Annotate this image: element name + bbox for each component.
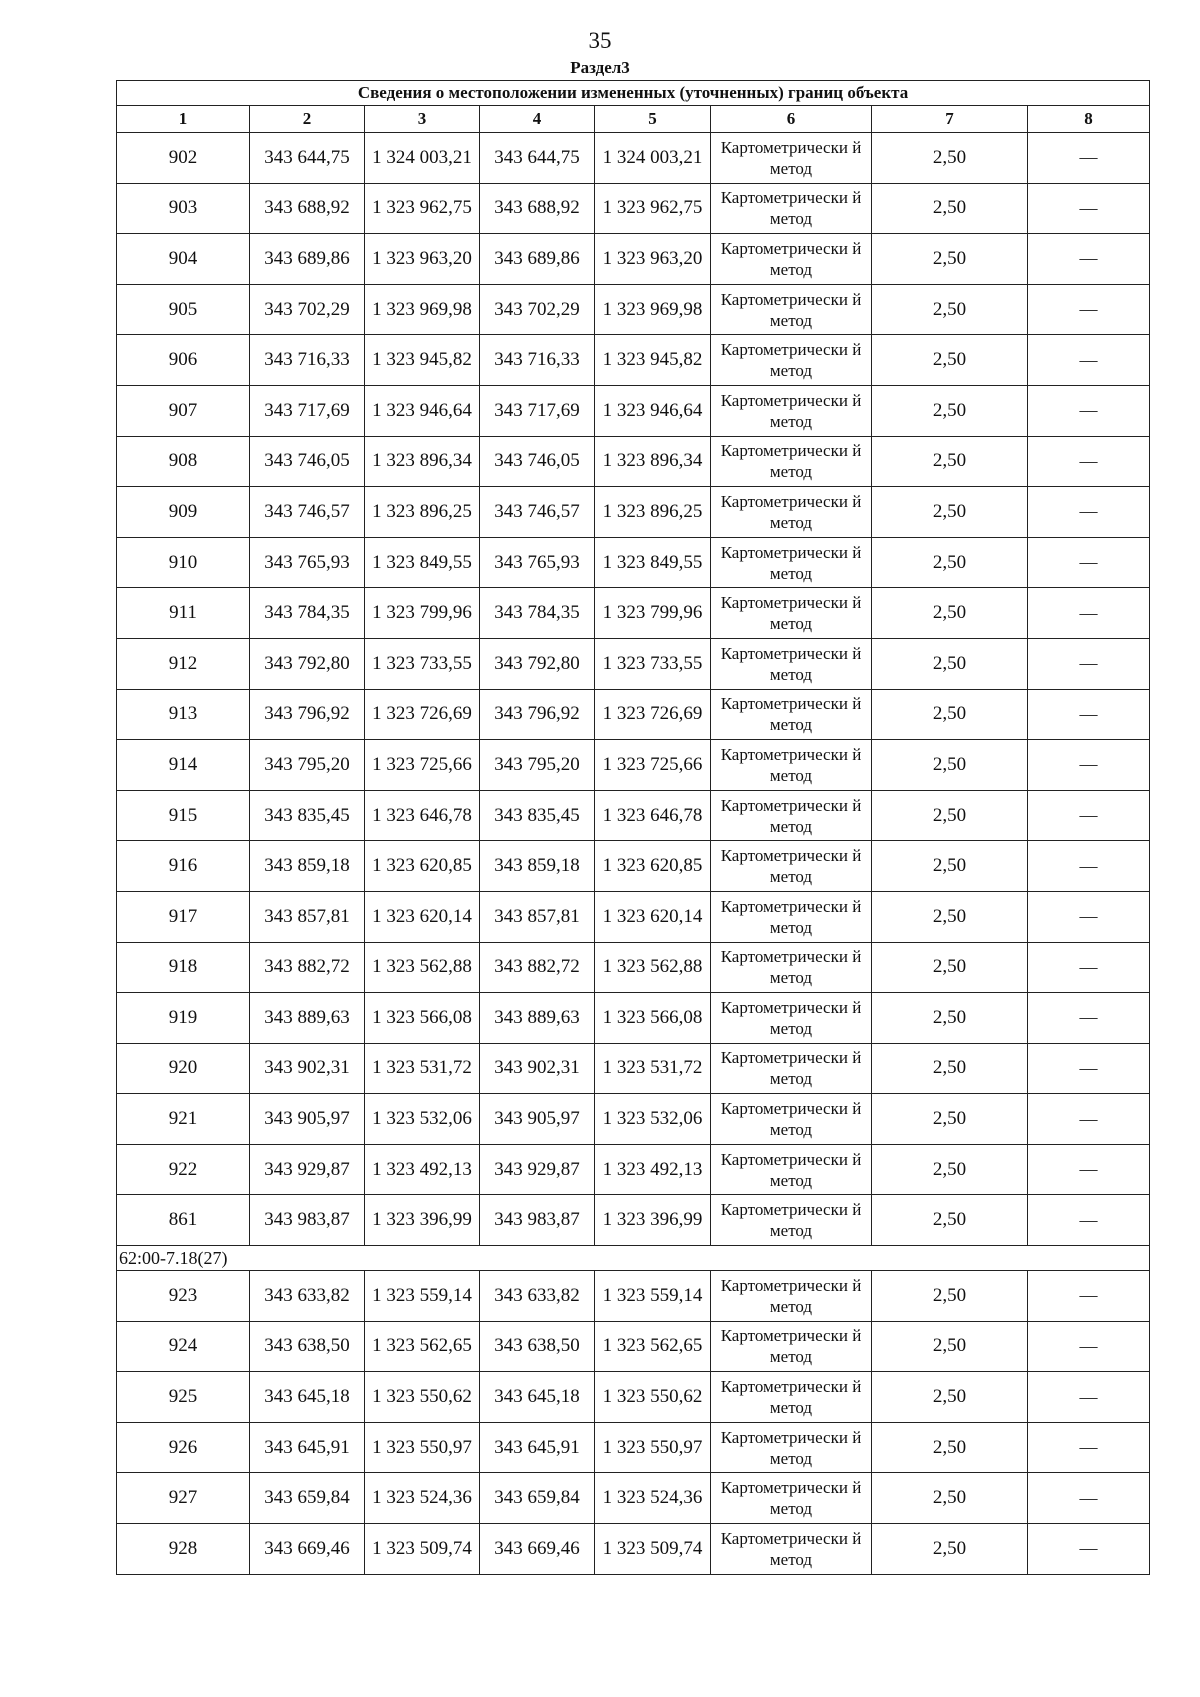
accuracy-cell: 2,50 bbox=[872, 891, 1028, 942]
description-cell: — bbox=[1028, 841, 1150, 892]
accuracy-cell: 2,50 bbox=[872, 1473, 1028, 1524]
y-new-cell: 1 323 962,75 bbox=[595, 183, 711, 234]
method-cell: Картометрически й метод bbox=[711, 588, 872, 639]
y-new-cell: 1 323 963,20 bbox=[595, 234, 711, 285]
y-new-cell: 1 323 562,65 bbox=[595, 1321, 711, 1372]
description-cell: — bbox=[1028, 1473, 1150, 1524]
x-new-cell: 343 659,84 bbox=[480, 1473, 595, 1524]
table-row bbox=[117, 1094, 1150, 1145]
x-old-cell: 343 689,86 bbox=[250, 234, 365, 285]
accuracy-cell: 2,50 bbox=[872, 1524, 1028, 1575]
y-old-cell: 1 323 532,06 bbox=[365, 1094, 480, 1145]
accuracy-cell: 2,50 bbox=[872, 993, 1028, 1044]
section-title: Раздел3 bbox=[570, 58, 630, 77]
x-new-cell: 343 795,20 bbox=[480, 740, 595, 791]
y-old-cell: 1 323 562,65 bbox=[365, 1321, 480, 1372]
method-cell: Картометрически й метод bbox=[711, 234, 872, 285]
description-cell: — bbox=[1028, 1422, 1150, 1473]
y-new-cell: 1 323 562,88 bbox=[595, 942, 711, 993]
x-old-cell: 343 638,50 bbox=[250, 1321, 365, 1372]
x-old-cell: 343 746,57 bbox=[250, 487, 365, 538]
table-row bbox=[117, 1321, 1150, 1372]
y-old-cell: 1 323 946,64 bbox=[365, 385, 480, 436]
x-old-cell: 343 859,18 bbox=[250, 841, 365, 892]
y-new-cell: 1 324 003,21 bbox=[595, 133, 711, 184]
point-number-cell: 928 bbox=[117, 1524, 250, 1575]
x-new-cell: 343 689,86 bbox=[480, 234, 595, 285]
y-new-cell: 1 323 532,06 bbox=[595, 1094, 711, 1145]
x-new-cell: 343 633,82 bbox=[480, 1271, 595, 1322]
page-number: 35 bbox=[588, 28, 612, 53]
point-number-cell: 904 bbox=[117, 234, 250, 285]
y-old-cell: 1 323 531,72 bbox=[365, 1043, 480, 1094]
y-old-cell: 1 323 896,34 bbox=[365, 436, 480, 487]
table-row bbox=[117, 1372, 1150, 1423]
y-new-cell: 1 323 725,66 bbox=[595, 740, 711, 791]
accuracy-cell: 2,50 bbox=[872, 1144, 1028, 1195]
y-old-cell: 1 323 550,97 bbox=[365, 1422, 480, 1473]
description-cell: — bbox=[1028, 1043, 1150, 1094]
x-new-cell: 343 638,50 bbox=[480, 1321, 595, 1372]
y-new-cell: 1 323 566,08 bbox=[595, 993, 711, 1044]
point-number-cell: 925 bbox=[117, 1372, 250, 1423]
method-cell: Картометрически й метод bbox=[711, 1195, 872, 1246]
table-body bbox=[117, 133, 1150, 1575]
point-number-cell: 926 bbox=[117, 1422, 250, 1473]
accuracy-cell: 2,50 bbox=[872, 234, 1028, 285]
x-new-cell: 343 746,05 bbox=[480, 436, 595, 487]
x-old-cell: 343 669,46 bbox=[250, 1524, 365, 1575]
x-new-cell: 343 784,35 bbox=[480, 588, 595, 639]
point-number-cell: 905 bbox=[117, 284, 250, 335]
point-number-cell: 861 bbox=[117, 1195, 250, 1246]
column-header: 4 bbox=[480, 106, 595, 133]
accuracy-cell: 2,50 bbox=[872, 1321, 1028, 1372]
description-cell: — bbox=[1028, 942, 1150, 993]
description-cell: — bbox=[1028, 588, 1150, 639]
accuracy-cell: 2,50 bbox=[872, 335, 1028, 386]
column-header: 2 bbox=[250, 106, 365, 133]
y-old-cell: 1 323 725,66 bbox=[365, 740, 480, 791]
method-cell: Картометрически й метод bbox=[711, 1524, 872, 1575]
y-old-cell: 1 323 559,14 bbox=[365, 1271, 480, 1322]
x-new-cell: 343 905,97 bbox=[480, 1094, 595, 1145]
description-cell: — bbox=[1028, 385, 1150, 436]
method-cell: Картометрически й метод bbox=[711, 183, 872, 234]
method-cell: Картометрически й метод bbox=[711, 133, 872, 184]
accuracy-cell: 2,50 bbox=[872, 1271, 1028, 1322]
method-cell: Картометрически й метод bbox=[711, 284, 872, 335]
y-new-cell: 1 323 646,78 bbox=[595, 790, 711, 841]
point-number-cell: 910 bbox=[117, 537, 250, 588]
x-old-cell: 343 633,82 bbox=[250, 1271, 365, 1322]
x-new-cell: 343 669,46 bbox=[480, 1524, 595, 1575]
y-new-cell: 1 323 799,96 bbox=[595, 588, 711, 639]
accuracy-cell: 2,50 bbox=[872, 1043, 1028, 1094]
point-number-cell: 917 bbox=[117, 891, 250, 942]
x-old-cell: 343 645,18 bbox=[250, 1372, 365, 1423]
x-old-cell: 343 929,87 bbox=[250, 1144, 365, 1195]
table-row bbox=[117, 1195, 1150, 1246]
x-old-cell: 343 889,63 bbox=[250, 993, 365, 1044]
table-row bbox=[117, 588, 1150, 639]
x-old-cell: 343 765,93 bbox=[250, 537, 365, 588]
y-old-cell: 1 323 896,25 bbox=[365, 487, 480, 538]
method-cell: Картометрически й метод bbox=[711, 1144, 872, 1195]
point-number-cell: 912 bbox=[117, 638, 250, 689]
method-cell: Картометрически й метод bbox=[711, 638, 872, 689]
method-cell: Картометрически й метод bbox=[711, 942, 872, 993]
x-old-cell: 343 746,05 bbox=[250, 436, 365, 487]
y-old-cell: 1 323 566,08 bbox=[365, 993, 480, 1044]
table-row bbox=[117, 942, 1150, 993]
x-old-cell: 343 792,80 bbox=[250, 638, 365, 689]
method-cell: Картометрически й метод bbox=[711, 335, 872, 386]
x-old-cell: 343 882,72 bbox=[250, 942, 365, 993]
description-cell: — bbox=[1028, 638, 1150, 689]
point-number-cell: 902 bbox=[117, 133, 250, 184]
x-new-cell: 343 645,91 bbox=[480, 1422, 595, 1473]
y-new-cell: 1 323 620,85 bbox=[595, 841, 711, 892]
x-new-cell: 343 746,57 bbox=[480, 487, 595, 538]
x-new-cell: 343 644,75 bbox=[480, 133, 595, 184]
point-number-cell: 906 bbox=[117, 335, 250, 386]
accuracy-cell: 2,50 bbox=[872, 588, 1028, 639]
group-label: 62:00-7.18(27) bbox=[117, 1246, 1150, 1271]
description-cell: — bbox=[1028, 1321, 1150, 1372]
y-new-cell: 1 323 524,36 bbox=[595, 1473, 711, 1524]
y-old-cell: 1 323 945,82 bbox=[365, 335, 480, 386]
description-cell: — bbox=[1028, 1524, 1150, 1575]
table-row bbox=[117, 335, 1150, 386]
table-row bbox=[117, 638, 1150, 689]
method-cell: Картометрически й метод bbox=[711, 436, 872, 487]
column-header-row bbox=[117, 106, 1150, 133]
y-old-cell: 1 323 620,14 bbox=[365, 891, 480, 942]
y-new-cell: 1 323 550,62 bbox=[595, 1372, 711, 1423]
y-new-cell: 1 323 896,25 bbox=[595, 487, 711, 538]
x-old-cell: 343 784,35 bbox=[250, 588, 365, 639]
y-old-cell: 1 323 963,20 bbox=[365, 234, 480, 285]
description-cell: — bbox=[1028, 1094, 1150, 1145]
table-row bbox=[117, 1473, 1150, 1524]
column-header: 5 bbox=[595, 106, 711, 133]
y-new-cell: 1 323 396,99 bbox=[595, 1195, 711, 1246]
x-new-cell: 343 889,63 bbox=[480, 993, 595, 1044]
x-new-cell: 343 882,72 bbox=[480, 942, 595, 993]
accuracy-cell: 2,50 bbox=[872, 487, 1028, 538]
y-old-cell: 1 323 962,75 bbox=[365, 183, 480, 234]
accuracy-cell: 2,50 bbox=[872, 1094, 1028, 1145]
description-cell: — bbox=[1028, 689, 1150, 740]
accuracy-cell: 2,50 bbox=[872, 537, 1028, 588]
point-number-cell: 918 bbox=[117, 942, 250, 993]
x-old-cell: 343 702,29 bbox=[250, 284, 365, 335]
method-cell: Картометрически й метод bbox=[711, 537, 872, 588]
table-row bbox=[117, 1524, 1150, 1575]
x-old-cell: 343 835,45 bbox=[250, 790, 365, 841]
x-new-cell: 343 796,92 bbox=[480, 689, 595, 740]
y-old-cell: 1 323 492,13 bbox=[365, 1144, 480, 1195]
y-new-cell: 1 323 946,64 bbox=[595, 385, 711, 436]
description-cell: — bbox=[1028, 1195, 1150, 1246]
x-old-cell: 343 644,75 bbox=[250, 133, 365, 184]
method-cell: Картометрически й метод bbox=[711, 1321, 872, 1372]
point-number-cell: 908 bbox=[117, 436, 250, 487]
x-new-cell: 343 717,69 bbox=[480, 385, 595, 436]
x-new-cell: 343 902,31 bbox=[480, 1043, 595, 1094]
accuracy-cell: 2,50 bbox=[872, 436, 1028, 487]
x-old-cell: 343 857,81 bbox=[250, 891, 365, 942]
y-new-cell: 1 323 492,13 bbox=[595, 1144, 711, 1195]
y-new-cell: 1 323 550,97 bbox=[595, 1422, 711, 1473]
y-old-cell: 1 323 646,78 bbox=[365, 790, 480, 841]
table-row bbox=[117, 993, 1150, 1044]
point-number-cell: 903 bbox=[117, 183, 250, 234]
y-old-cell: 1 323 733,55 bbox=[365, 638, 480, 689]
x-old-cell: 343 717,69 bbox=[250, 385, 365, 436]
column-header: 3 bbox=[365, 106, 480, 133]
table-row bbox=[117, 740, 1150, 791]
x-new-cell: 343 792,80 bbox=[480, 638, 595, 689]
y-old-cell: 1 323 620,85 bbox=[365, 841, 480, 892]
table-row bbox=[117, 689, 1150, 740]
x-old-cell: 343 795,20 bbox=[250, 740, 365, 791]
table-row bbox=[117, 234, 1150, 285]
description-cell: — bbox=[1028, 133, 1150, 184]
column-header: 8 bbox=[1028, 106, 1150, 133]
method-cell: Картометрически й метод bbox=[711, 487, 872, 538]
y-new-cell: 1 323 849,55 bbox=[595, 537, 711, 588]
accuracy-cell: 2,50 bbox=[872, 1372, 1028, 1423]
description-cell: — bbox=[1028, 487, 1150, 538]
method-cell: Картометрически й метод bbox=[711, 385, 872, 436]
y-old-cell: 1 324 003,21 bbox=[365, 133, 480, 184]
point-number-cell: 916 bbox=[117, 841, 250, 892]
x-old-cell: 343 716,33 bbox=[250, 335, 365, 386]
table-row bbox=[117, 385, 1150, 436]
method-cell: Картометрически й метод bbox=[711, 1473, 872, 1524]
description-cell: — bbox=[1028, 891, 1150, 942]
x-new-cell: 343 857,81 bbox=[480, 891, 595, 942]
x-new-cell: 343 702,29 bbox=[480, 284, 595, 335]
point-number-cell: 921 bbox=[117, 1094, 250, 1145]
description-cell: — bbox=[1028, 436, 1150, 487]
point-number-cell: 914 bbox=[117, 740, 250, 791]
column-header: 7 bbox=[872, 106, 1028, 133]
description-cell: — bbox=[1028, 993, 1150, 1044]
table-row bbox=[117, 183, 1150, 234]
x-new-cell: 343 716,33 bbox=[480, 335, 595, 386]
table-row bbox=[117, 891, 1150, 942]
y-new-cell: 1 323 733,55 bbox=[595, 638, 711, 689]
table-row bbox=[117, 284, 1150, 335]
table-row bbox=[117, 841, 1150, 892]
x-new-cell: 343 645,18 bbox=[480, 1372, 595, 1423]
description-cell: — bbox=[1028, 537, 1150, 588]
y-new-cell: 1 323 531,72 bbox=[595, 1043, 711, 1094]
table-row bbox=[117, 1043, 1150, 1094]
point-number-cell: 911 bbox=[117, 588, 250, 639]
x-old-cell: 343 902,31 bbox=[250, 1043, 365, 1094]
method-cell: Картометрически й метод bbox=[711, 740, 872, 791]
x-new-cell: 343 859,18 bbox=[480, 841, 595, 892]
y-old-cell: 1 323 396,99 bbox=[365, 1195, 480, 1246]
table-title-row bbox=[117, 81, 1150, 106]
method-cell: Картометрически й метод bbox=[711, 841, 872, 892]
accuracy-cell: 2,50 bbox=[872, 133, 1028, 184]
point-number-cell: 927 bbox=[117, 1473, 250, 1524]
point-number-cell: 907 bbox=[117, 385, 250, 436]
accuracy-cell: 2,50 bbox=[872, 1195, 1028, 1246]
y-new-cell: 1 323 509,74 bbox=[595, 1524, 711, 1575]
table-title: Сведения о местоположении измененных (уточненных) границ объекта bbox=[117, 81, 1150, 106]
y-new-cell: 1 323 969,98 bbox=[595, 284, 711, 335]
x-old-cell: 343 688,92 bbox=[250, 183, 365, 234]
y-new-cell: 1 323 945,82 bbox=[595, 335, 711, 386]
point-number-cell: 919 bbox=[117, 993, 250, 1044]
table-row bbox=[117, 537, 1150, 588]
y-old-cell: 1 323 799,96 bbox=[365, 588, 480, 639]
accuracy-cell: 2,50 bbox=[872, 385, 1028, 436]
accuracy-cell: 2,50 bbox=[872, 841, 1028, 892]
y-old-cell: 1 323 849,55 bbox=[365, 537, 480, 588]
description-cell: — bbox=[1028, 1372, 1150, 1423]
y-old-cell: 1 323 562,88 bbox=[365, 942, 480, 993]
description-cell: — bbox=[1028, 740, 1150, 791]
column-header: 6 bbox=[711, 106, 872, 133]
accuracy-cell: 2,50 bbox=[872, 689, 1028, 740]
boundary-coordinates-table bbox=[116, 80, 1150, 1575]
y-old-cell: 1 323 524,36 bbox=[365, 1473, 480, 1524]
table-row bbox=[117, 790, 1150, 841]
point-number-cell: 915 bbox=[117, 790, 250, 841]
point-number-cell: 909 bbox=[117, 487, 250, 538]
point-number-cell: 922 bbox=[117, 1144, 250, 1195]
table-row bbox=[117, 1144, 1150, 1195]
description-cell: — bbox=[1028, 1144, 1150, 1195]
y-old-cell: 1 323 969,98 bbox=[365, 284, 480, 335]
method-cell: Картометрически й метод bbox=[711, 891, 872, 942]
accuracy-cell: 2,50 bbox=[872, 740, 1028, 791]
point-number-cell: 924 bbox=[117, 1321, 250, 1372]
x-new-cell: 343 835,45 bbox=[480, 790, 595, 841]
table-row bbox=[117, 487, 1150, 538]
point-number-cell: 920 bbox=[117, 1043, 250, 1094]
method-cell: Картометрически й метод bbox=[711, 1043, 872, 1094]
y-new-cell: 1 323 896,34 bbox=[595, 436, 711, 487]
table-row bbox=[117, 1422, 1150, 1473]
point-number-cell: 923 bbox=[117, 1271, 250, 1322]
description-cell: — bbox=[1028, 1271, 1150, 1322]
description-cell: — bbox=[1028, 183, 1150, 234]
method-cell: Картометрически й метод bbox=[711, 1372, 872, 1423]
method-cell: Картометрически й метод bbox=[711, 689, 872, 740]
table-row bbox=[117, 436, 1150, 487]
x-old-cell: 343 905,97 bbox=[250, 1094, 365, 1145]
method-cell: Картометрически й метод bbox=[711, 790, 872, 841]
table-row bbox=[117, 1271, 1150, 1322]
table-row bbox=[117, 133, 1150, 184]
x-new-cell: 343 983,87 bbox=[480, 1195, 595, 1246]
y-old-cell: 1 323 509,74 bbox=[365, 1524, 480, 1575]
accuracy-cell: 2,50 bbox=[872, 638, 1028, 689]
accuracy-cell: 2,50 bbox=[872, 183, 1028, 234]
accuracy-cell: 2,50 bbox=[872, 790, 1028, 841]
accuracy-cell: 2,50 bbox=[872, 1422, 1028, 1473]
x-new-cell: 343 765,93 bbox=[480, 537, 595, 588]
x-old-cell: 343 796,92 bbox=[250, 689, 365, 740]
method-cell: Картометрически й метод bbox=[711, 993, 872, 1044]
method-cell: Картометрически й метод bbox=[711, 1422, 872, 1473]
x-new-cell: 343 688,92 bbox=[480, 183, 595, 234]
group-header-row bbox=[117, 1246, 1150, 1271]
accuracy-cell: 2,50 bbox=[872, 284, 1028, 335]
x-new-cell: 343 929,87 bbox=[480, 1144, 595, 1195]
description-cell: — bbox=[1028, 335, 1150, 386]
y-new-cell: 1 323 726,69 bbox=[595, 689, 711, 740]
accuracy-cell: 2,50 bbox=[872, 942, 1028, 993]
point-number-cell: 913 bbox=[117, 689, 250, 740]
description-cell: — bbox=[1028, 284, 1150, 335]
y-old-cell: 1 323 726,69 bbox=[365, 689, 480, 740]
x-old-cell: 343 659,84 bbox=[250, 1473, 365, 1524]
method-cell: Картометрически й метод bbox=[711, 1094, 872, 1145]
description-cell: — bbox=[1028, 234, 1150, 285]
x-old-cell: 343 645,91 bbox=[250, 1422, 365, 1473]
x-old-cell: 343 983,87 bbox=[250, 1195, 365, 1246]
description-cell: — bbox=[1028, 790, 1150, 841]
y-new-cell: 1 323 620,14 bbox=[595, 891, 711, 942]
method-cell: Картометрически й метод bbox=[711, 1271, 872, 1322]
y-old-cell: 1 323 550,62 bbox=[365, 1372, 480, 1423]
y-new-cell: 1 323 559,14 bbox=[595, 1271, 711, 1322]
column-header: 1 bbox=[117, 106, 250, 133]
